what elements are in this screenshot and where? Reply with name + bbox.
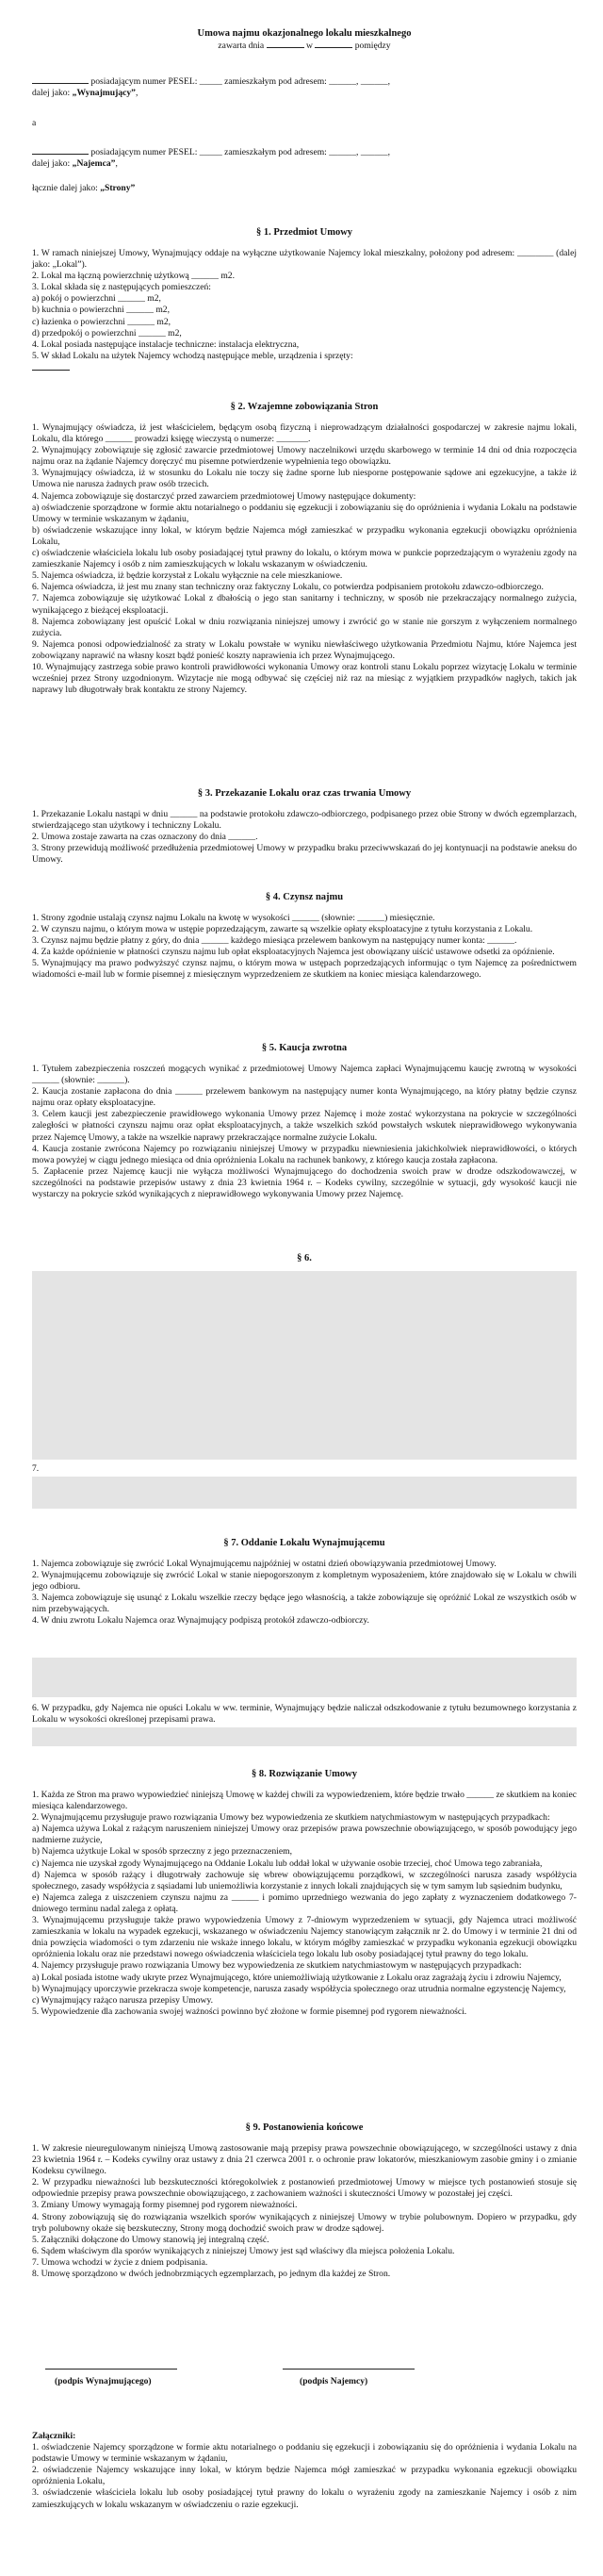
s8-point: c) Najemca nie uzyskał zgody Wynajmującego na Oddanie Lokalu lub oddał lokal w używanie osobie trzeciej, choć Umowa tego zabraniała, [32, 1858, 543, 1869]
section-1-title: § 1. Przedmiot Umowy [255, 227, 353, 238]
s8-point: 5. Wypowiedzenie dla zachowania swojej ważności powinno być złożone w formie pisemnej pod rygorem nieważności. [32, 2006, 467, 2017]
document-subtitle: zawarta dnia w pomiędzy [218, 41, 391, 52]
attachment-item: 3. oświadczenie właściciela lokalu lub osoby posiadającej tytuł prawny do lokalu o wyrażeniu zgody na zamieszkanie Najemcy i osób z nim zamieszkujących w lokalu wskazanym w oświadczeniu o razie egzekucji. [32, 2487, 577, 2510]
s4-point: 1. Strony zgodnie ustalają czynsz najmu Lokalu na kwotę w wysokości ______ (słownie: ______) miesięcznie. [32, 913, 435, 923]
s9-point: 5. Załączniki dołączone do Umowy stanowią jej integralną część. [32, 2234, 269, 2245]
redacted-block [32, 1658, 577, 1697]
s4-point: 4. Za każde opóźnienie w płatności czynszu najmu lub opłat eksploatacyjnych Najemca jest obowiązany uiścić ustawowe odsetki za opóźnienie. [32, 947, 555, 958]
s1-point: d) przedpokój o powierzchni ______ m2, [32, 327, 182, 339]
s2-point: 7. Najemca zobowiązuje się użytkować Lokal z dbałością o jego stan sanitarny i techniczny, w sposób nie przekraczający normalnego zużycia, wynikającego z bieżącej eksploatacji. [32, 593, 577, 616]
section-1 [32, 226, 577, 374]
section-6-title: § 6. [297, 1253, 312, 1263]
signature-left-label: (podpis Wynajmującego) [55, 2376, 152, 2386]
attachment-item: 2. oświadczenie Najemcy wskazujące inny lokal, w którym będzie Najemca mógł zamieszkać w przypadku wykonania egzekucji obowiązku opróżnienia Lokalu, [32, 2465, 577, 2487]
s4-point: 3. Czynsz najmu będzie płatny z góry, do dnia ______ każdego miesiąca przelewem bankowym na następujący numer konta: ______. [32, 935, 517, 947]
section-7 [32, 1537, 577, 1627]
s9-point: 7. Umowa wchodzi w życie z dniem podpisania. [32, 2256, 208, 2268]
s9-point: 4. Strony zobowiązują się do rozwiązania wszelkich sporów wynikających z niniejszej Umowy w trybie polubownym. Dopiero w przypadku, gdy tryb polubowny okaże się bezskuteczny, Strony mogą dochodzić swoich praw w drodze sądowej. [32, 2211, 577, 2234]
s8-point: 2. Wynajmującemu przysługuje prawo rozwiązania Umowy bez wypowiedzenia ze skutkiem natychmiastowym w następujących przypadkach: [32, 1812, 550, 1824]
s5-point: 3. Celem kaucji jest zabezpieczenie prawidłowego wykonania Umowy przez Najemcę i może zostać wykorzystana na pokrycie w szczególności zaległości w płatności czynszu najmu oraz opłat eksploatacyjnych, a także wszelkich szkód powstałych wskutek nieprawidłowego wykonywania przez Najemcę Umowy, a także na wszelkie naprawy przekraczające normalne zużycie Lokalu. [32, 1109, 577, 1143]
party1-line1: posiadającym numer PESEL: _____ zamieszkałym pod adresem: ______, ______, [32, 75, 577, 88]
document-title: Umowa najmu okazjonalnego lokalu mieszkalnego [197, 28, 412, 39]
section-5 [32, 1042, 577, 1200]
s1-point: b) kuchnia o powierzchni ______ m2, [32, 305, 171, 316]
s5-point: 2. Kaucja zostanie zapłacona do dnia ______ przelewem bankowym na następujący numer konta Wynajmującego, na który płatny będzie czynsz najmu oraz opłaty eksploatacyjne. [32, 1086, 577, 1109]
s7-point: 2. Wynajmującemu zobowiązuje się zwrócić Lokal w stanie niepogorszonym z kompletnym wyposażeniem, które znajdowało się w Lokalu w chwili jego odbioru. [32, 1570, 577, 1593]
s9-point: 1. W zakresie nieuregulowanym niniejszą Umową zastosowanie mają przepisy prawa powszechnie obowiązującego, w szczególności ustawy z dnia 23 kwietnia 1964 r. – Kodeks cywilny oraz ustawy z dnia 21 czerwca 2001 r. o ochronie praw lokatorów, mieszkaniowym zasobie gminy i o zmianie Kodeksu cywilnego. [32, 2143, 577, 2177]
s9-point: 8. Umowę sporządzono w dwóch jednobrzmiących egzemplarzach, po jednym dla każdej ze Stron. [32, 2269, 391, 2280]
redacted-block [32, 1477, 577, 1509]
s3-point: 3. Strony przewidują możliwość przedłużenia przedmiotowej Umowy w przypadku braku przeciwwskazań do jej kontynuacji na podstawie aneksu do Umowy. [32, 843, 577, 866]
s1-point: 4. Lokal posiada następujące instalacje techniczne: instalacja elektryczna, [32, 339, 300, 350]
section-8 [32, 1768, 577, 2018]
s8-point: b) Wynajmujący uporczywie przekracza swoje kompetencje, narusza zasady współżycia społecznego oraz utrudnia normalne egzystencję Najemcy, [32, 1983, 566, 1994]
s2-point: b) oświadczenie wskazujące inny lokal, w którym będzie Najemca mógł zamieszkać w przypadku wykonania egzekucji obowiązku opróżnienia Lokalu, [32, 524, 577, 547]
s2-point: 1. Wynajmujący oświadcza, iż jest właścicielem, będącym osobą fizyczną i nieprowadzącym działalności gospodarczej w zakresie najmu lokali, Lokalu, dla którego ______ prowadzi księgę wieczystą o numerze: _______. [32, 422, 577, 445]
s8-point: c) Wynajmujący rażąco narusza przepisy Umowy. [32, 1994, 214, 2006]
attachments [32, 2431, 577, 2511]
s9-point: 3. Zmiany Umowy wymagają formy pisemnej pod rygorem nieważności. [32, 2200, 298, 2211]
party2-line1: posiadającym numer PESEL: _____ zamieszkałym pod adresem: ______, ______, [32, 146, 577, 158]
s7-point: 4. W dniu zwrotu Lokalu Najemca oraz Wynajmujący podpiszą protokół zdawczo-odbiorczy. [32, 1615, 369, 1627]
s1-point: 1. W ramach niniejszej Umowy, Wynajmujący oddaje na wyłączne użytkowanie Najemcy lokal mieszkalny, położony pod adresem: ________ (dalej jako: „Lokal”). [32, 248, 577, 271]
section-5-title: § 5. Kaucja zwrotna [261, 1043, 348, 1053]
s2-point: 3. Wynajmujący oświadcza, iż w stosunku do Lokalu nie toczy się żadne sporne lub niesporne postępowanie sądowe ani egzekucyjne, a także iż Umowa nie narusza żadnych praw osób trzecich. [32, 468, 577, 490]
s8-point: b) Najemca użytkuje Lokal w sposób sprzeczny z jego przeznaczeniem, [32, 1846, 292, 1858]
redacted-block [32, 1271, 577, 1460]
s7-point: 1. Najemca zobowiązuje się zwrócić Lokal Wynajmującemu najpóźniej w ostatni dzień obowiązywania przedmiotowej Umowy. [32, 1559, 497, 1569]
s9-point: 6. Sądem właściwym dla sporów wynikających z niniejszej Umowy jest sąd właściwy dla miejsca położenia Lokalu. [32, 2245, 455, 2256]
s2-point: 10. Wynajmujący zastrzega sobie prawo kontroli prawidłowości wykonania Umowy oraz kontroli stanu Lokalu poprzez wizytację Lokalu w terminie wcześniej przez Strony uzgodnionym. Wizytacje nie mogą odbywać się częściej niż raz na miesiąc z wyjątkiem przypadków nagłych, takich jak naprawy lub długotrwały brak kontaktu ze strony Najemcy. [32, 661, 577, 696]
section-8-title: § 8. Rozwiązanie Umowy [252, 1769, 357, 1779]
s2-point: 9. Najemca ponosi odpowiedzialność za straty w Lokalu powstałe w wyniku niewłaściwego użytkowania Przedmiotu Najmu, które Najemca jest zobowiązany naprawić na własny koszt bądź ponieść koszty naprawienia ich przez Wynajmującego. [32, 638, 577, 661]
s2-point: c) oświadczenie właściciela lokalu lub osoby posiadającej tytuł prawny do lokalu, o którym mowa w punkcie poprzedzającym o wyrażeniu zgody na zamieszkanie Najemcy i osób z nim zamieszkujących w lokalu wskazanym w oświadczeniu. [32, 548, 577, 570]
s4-point: 2. W czynszu najmu, o którym mowa w ustępie poprzedzającym, zawarte są wszelkie opłaty eksploatacyjne z tytułu korzystania z Lokalu. [32, 924, 533, 935]
parties [32, 75, 577, 195]
section-4-title: § 4. Czynsz najmu [265, 892, 344, 902]
s8-point: e) Najemca zalega z uiszczeniem czynszu najmu za ______ i pomimo uprzedniego wezwania do jego zapłaty z wyznaczeniem dodatkowego 7-dniowego terminu nadal zalega z opłatą. [32, 1891, 577, 1914]
signature-line-left [45, 2369, 177, 2370]
s8-point: a) Najemca używa Lokal z rażącym naruszeniem niniejszej Umowy oraz przepisów prawa powszechnie obowiązującego, w sposób powodujący jego nadmierne zużycie, [32, 1824, 577, 1846]
s7-point: 6. W przypadku, gdy Najemca nie opuści Lokalu w ww. terminie, Wynajmujący będzie naliczał odszkodowanie z tytułu bezumownego korzystania z Lokalu w wysokości określonej przepisami prawa. [32, 1703, 577, 1726]
section-6 [32, 1252, 577, 1264]
s1-point: 3. Lokal składa się z następujących pomieszczeń: [32, 282, 211, 293]
parties-conjunction: a [32, 118, 37, 129]
s8-point: d) Najemca w sposób rażący i długotrwały zachowuje się wbrew obowiązującemu porządkowi, w szczególności narusza zasady współżycia społecznego, zasady współżycia z sąsiadami lub uniemożliwia korzystanie z innych lokali znajdujących się w tym samym lub sąsiednim budynku, [32, 1869, 577, 1891]
s5-point: 5. Zapłacenie przez Najemcę kaucji nie wyłącza możliwości Wynajmującego do dochodzenia swoich praw w drodze odszkodowawczej, w szczególności na podstawie przepisów ustawy z dnia 23 kwietnia 1964 r. – Kodeks cywilny, szczególnie w sytuacji, gdy wysokość kaucji nie wystarczy na pokrycie szkód wynikających z nieprawidłowego wykonywania Umowy przez Najemcę. [32, 1165, 577, 1200]
section-9-title: § 9. Postanowienia końcowe [245, 2122, 364, 2133]
s2-point: 8. Najemca zobowiązany jest opuścić Lokal w dniu rozwiązania niniejszej umowy i zwrócić go w stanie nie gorszym z wyłączeniem normalnego zużycia. [32, 616, 577, 638]
party2-line2: dalej jako: „Najemca”, [32, 158, 118, 170]
section-6-tail [32, 1463, 577, 1475]
s5-point: 1. Tytułem zabezpieczenia roszczeń mogących wynikać z przedmiotowej Umowy Najemca zapłaci Wynajmującemu kaucję zwrotną w wysokości ______ (słownie: ______). [32, 1064, 577, 1086]
s2-point: a) oświadczenie sporządzone w formie aktu notarialnego o poddaniu się egzekucji i zobowiązaniu się do opróżnienia i wydania Lokalu na podstawie Umowy w terminie wskazanym w żądaniu, [32, 502, 577, 524]
s1-blank [32, 362, 577, 374]
s5-point: 4. Kaucja zostanie zwrócona Najemcy po rozwiązaniu niniejszej Umowy w przypadku niewniesienia jakichkolwiek nieprawidłowości, o których mowa powyżej w ciągu jednego miesiąca od dnia opróżnienia Lokalu na rachunek bankowy, z którego kaucja została zapłacona. [32, 1143, 577, 1165]
parties-joint: łącznie dalej jako: „Strony” [32, 183, 136, 194]
s7-point: 3. Najemca zobowiązuje się usunąć z Lokalu wszelkie rzeczy będące jego własnością, a także zobowiązuje się opróżnić Lokal ze wszystkich osób w nim przebywających. [32, 1593, 577, 1615]
s4-point: 5. Wynajmujący ma prawo podwyższyć czynsz najmu, o którym mowa w ustępach poprzedzających informując o tym Najemcę za pośrednictwem wiadomości e-mail lub w formie pisemnej z miesięcznym wyprzedzeniem ze skutkiem na koniec miesiąca kalendarzowego. [32, 958, 577, 981]
s1-point: a) pokój o powierzchni ______ m2, [32, 293, 161, 305]
s9-point: 2. W przypadku nieważności lub bezskuteczności któregokolwiek z postanowień przedmiotowej Umowy w miejsce tych postanowień stosuje się odpowiednie przepisy prawa powszechnie obowiązującego, z zachowaniem ważności i skuteczności Umowy w pozostałej jej części. [32, 2177, 577, 2200]
section-3-title: § 3. Przekazanie Lokalu oraz czas trwania Umowy [197, 788, 412, 799]
s2-point: 4. Najemca zobowiązuje się dostarczyć przed zawarciem przedmiotowej Umowy następujące dokumenty: [32, 490, 416, 502]
s1-point: c) łazienka o powierzchni ______ m2, [32, 316, 171, 327]
attachments-title: Załączniki: [32, 2431, 76, 2441]
s3-point: 1. Przekazanie Lokalu nastąpi w dniu ______ na podstawie protokołu zdawczo-odbiorczego, podpisanego przez obie Strony w dwóch egzemplarzach, stwierdzającego stan użytkowy i techniczny Lokalu. [32, 809, 577, 832]
signature-line-right [283, 2369, 415, 2370]
section-2 [32, 401, 577, 696]
s8-point: 4. Najemcy przysługuje prawo rozwiązania Umowy bez wypowiedzenia ze skutkiem natychmiastowym w następujących przypadkach: [32, 1960, 522, 1972]
s6-tail-number: 7. [32, 1463, 40, 1474]
s2-point: 6. Najemca oświadcza, iż jest mu znany stan techniczny oraz faktyczny Lokalu, co potwierdza podpisaniem protokołu zdawczo-odbiorczego. [32, 582, 544, 593]
section-7-cont [32, 1703, 577, 1726]
attachment-item: 1. oświadczenie Najemcy sporządzone w formie aktu notarialnego o poddaniu się egzekucji i zobowiązaniu się do opróżnienia i wydania Lokalu na podstawie Umowy w terminie wskazanym w żądaniu, [32, 2442, 577, 2465]
signature-right-label: (podpis Najemcy) [300, 2376, 368, 2386]
party1-line2: dalej jako: „Wynajmujący”, [32, 88, 139, 99]
section-2-title: § 2. Wzajemne zobowiązania Stron [230, 402, 379, 412]
s2-point: 2. Wynajmujący zobowiązuje się zgłosić zawarcie przedmiotowej Umowy naczelnikowi urzędu skarbowego w terminie 14 dni od dnia rozpoczęcia najmu oraz na żądanie Najemcy doręczyć mu pisemne potwierdzenie wypełnienia tego obowiązku. [32, 445, 577, 468]
s3-point: 2. Umowa zostaje zawarta na czas oznaczony do dnia ______. [32, 832, 258, 843]
s1-point: 5. W skład Lokalu na użytek Najemcy wchodzą następujące meble, urządzenia i sprzęty: [32, 350, 353, 361]
section-3 [32, 787, 577, 866]
document-header [32, 28, 577, 52]
s8-point: a) Lokal posiada istotne wady ukryte przez Wynajmującego, które uniemożliwiają użytkowanie z Lokalu oraz zagrażają życiu i zdrowiu Najemcy, [32, 1972, 562, 1983]
s8-point: 1. Każda ze Stron ma prawo wypowiedzieć niniejszą Umowę w każdej chwili za wypowiedzeniem, które będzie trwało ______ ze skutkiem na koniec miesiąca kalendarzowego. [32, 1790, 577, 1812]
s1-point: 2. Lokal ma łączną powierzchnię użytkową ______ m2. [32, 271, 235, 282]
section-7-title: § 7. Oddanie Lokalu Wynajmującemu [223, 1538, 385, 1548]
s8-point: 3. Wynajmującemu przysługuje także prawo wypowiedzenia Umowy z 7-dniowym wyprzedzeniem w sytuacji, gdy Najemca utraci możliwość zamieszkania w lokalu na wypadek egzekucji, wskazanego w oświadczeniu Najemcy stanowiącym załącznik nr 2. do Umowy i w terminie 21 dni od dnia powzięcia wiadomości o tym zdarzeniu nie wskaże innego lokalu, w którym mógłby zamieszkać w przypadku wykonania egzekucji obowiązku opróżnienia lokalu oraz nie przedstawi nowego oświadczenia właściciela tego lokalu lub osoby posiadającej tytuł prawny do tego lokalu. [32, 1915, 577, 1960]
redacted-block [32, 1727, 577, 1746]
s2-point: 5. Najemca oświadcza, iż będzie korzystał z Lokalu wyłącznie na cele mieszkaniowe. [32, 570, 343, 582]
section-9 [32, 2122, 577, 2280]
section-4 [32, 891, 577, 982]
